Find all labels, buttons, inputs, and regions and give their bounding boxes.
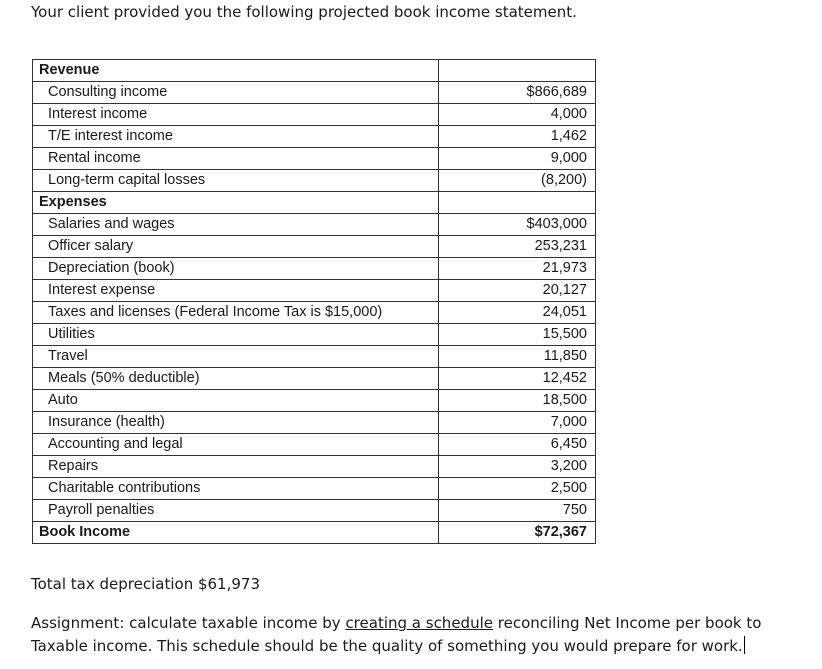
row-amount: 6,450 (439, 434, 596, 456)
row-label: Meals (50% deductible) (48, 370, 200, 386)
row-label-cell (33, 500, 439, 522)
row-label: Salaries and wages (48, 216, 175, 232)
row-amount: 2,500 (439, 478, 596, 500)
section-header-label: Revenue (39, 62, 100, 78)
section-header-label: Expenses (39, 194, 107, 210)
table-row (33, 346, 596, 368)
row-amount: 24,051 (439, 302, 596, 324)
row-label: Depreciation (book) (48, 260, 175, 276)
assignment-before: Assignment: calculate taxable income by (31, 614, 346, 632)
total-amount: $72,367 (439, 522, 596, 544)
section-header-row (33, 192, 596, 214)
total-row (33, 522, 596, 544)
row-amount: 20,127 (439, 280, 596, 302)
row-amount: 3,200 (439, 456, 596, 478)
total-tax-depreciation: Total tax depreciation $61,973 (31, 575, 260, 593)
table-row (33, 434, 596, 456)
table-row (33, 236, 596, 258)
row-amount: (8,200) (439, 170, 596, 192)
row-amount: 750 (439, 500, 596, 522)
row-label-cell (33, 522, 439, 544)
row-label-cell (33, 126, 439, 148)
row-label-cell (33, 192, 439, 214)
table-row (33, 390, 596, 412)
row-label-cell (33, 148, 439, 170)
row-label-cell (33, 60, 439, 82)
row-label-cell (33, 346, 439, 368)
row-label: Taxes and licenses (Federal Income Tax is $15,000) (48, 304, 383, 320)
assignment-text (31, 612, 801, 658)
table-row (33, 126, 596, 148)
table-row (33, 258, 596, 280)
table-row (33, 478, 596, 500)
row-label: Charitable contributions (48, 480, 201, 496)
row-label-cell (33, 456, 439, 478)
row-label-cell (33, 324, 439, 346)
row-label-cell (33, 258, 439, 280)
assignment-underlined: creating a schedule (345, 614, 493, 632)
row-label: Utilities (48, 326, 95, 342)
row-label-cell (33, 280, 439, 302)
row-amount: $403,000 (439, 214, 596, 236)
text-cursor[interactable] (744, 636, 745, 654)
row-label-cell (33, 82, 439, 104)
row-amount: 9,000 (439, 148, 596, 170)
row-amount: 253,231 (439, 236, 596, 258)
table-row (33, 104, 596, 126)
table-row (33, 148, 596, 170)
row-label-cell (33, 302, 439, 324)
row-label: T/E interest income (48, 128, 173, 144)
section-header-row (33, 60, 596, 82)
row-amount: 15,500 (439, 324, 596, 346)
row-label-cell (33, 390, 439, 412)
table-row (33, 302, 596, 324)
row-label: Payroll penalties (48, 502, 155, 518)
income-statement-table (32, 59, 596, 544)
table-row (33, 214, 596, 236)
table-row (33, 280, 596, 302)
row-label: Interest income (48, 106, 148, 122)
row-label-cell (33, 412, 439, 434)
table-row (33, 456, 596, 478)
table-row (33, 82, 596, 104)
row-label: Long-term capital losses (48, 172, 206, 188)
intro-text: Your client provided you the following projected book income statement. (31, 3, 577, 21)
total-label: Book Income (39, 524, 131, 540)
row-label: Interest expense (48, 282, 156, 298)
table-row (33, 324, 596, 346)
row-label-cell (33, 170, 439, 192)
row-amount: 11,850 (439, 346, 596, 368)
row-amount: 1,462 (439, 126, 596, 148)
row-label: Consulting income (48, 84, 168, 100)
table-row (33, 412, 596, 434)
row-amount: 18,500 (439, 390, 596, 412)
row-label-cell (33, 214, 439, 236)
row-label-cell (33, 236, 439, 258)
row-amount: 7,000 (439, 412, 596, 434)
row-label-cell (33, 434, 439, 456)
row-amount: 21,973 (439, 258, 596, 280)
row-amount (439, 60, 596, 82)
row-label-cell (33, 104, 439, 126)
row-label: Auto (48, 392, 78, 408)
row-label: Repairs (48, 458, 98, 474)
table-row (33, 368, 596, 390)
row-amount (439, 192, 596, 214)
row-label: Officer salary (48, 238, 134, 254)
row-amount: $866,689 (439, 82, 596, 104)
row-label-cell (33, 478, 439, 500)
row-label: Insurance (health) (48, 414, 165, 430)
row-label: Travel (48, 348, 88, 364)
row-label-cell (33, 368, 439, 390)
row-label: Accounting and legal (48, 436, 183, 452)
row-label: Rental income (48, 150, 141, 166)
row-amount: 4,000 (439, 104, 596, 126)
row-amount: 12,452 (439, 368, 596, 390)
table-row (33, 500, 596, 522)
table-row (33, 170, 596, 192)
assignment-after: reconciling Net Income per book to Taxable income. This schedule should be the quality of something you would prepare for work. (31, 614, 762, 655)
